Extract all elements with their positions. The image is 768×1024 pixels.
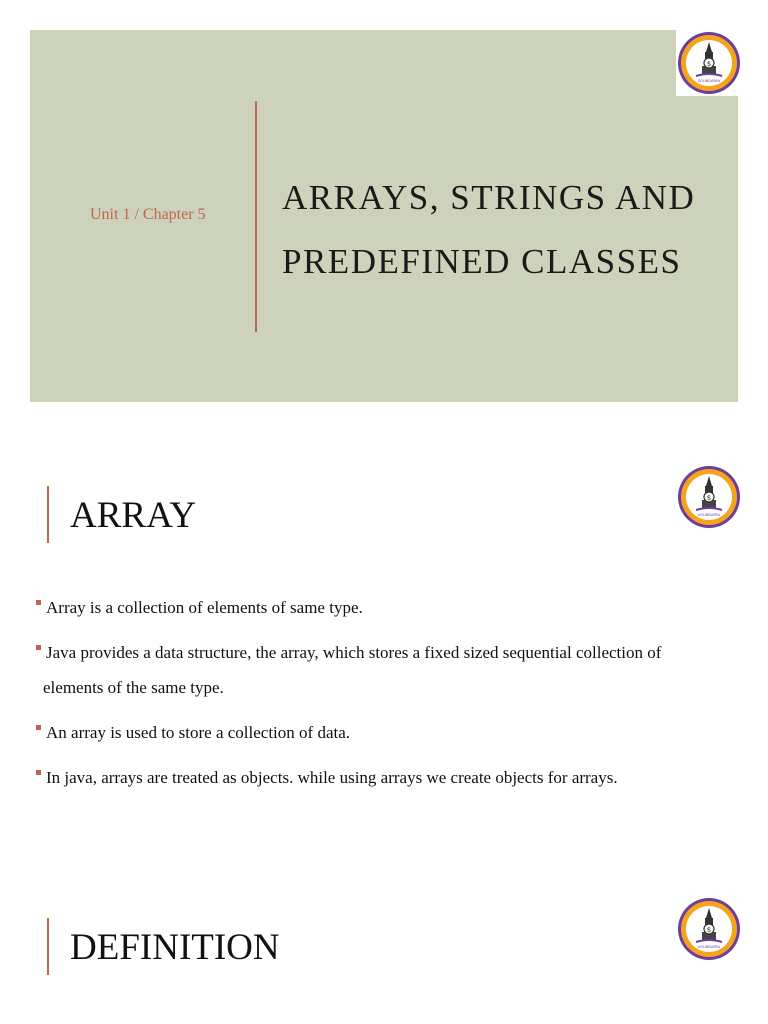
list-item: Array is a collection of elements of same type. bbox=[36, 590, 756, 625]
slide-title-line-2: PREDEFINED CLASSES bbox=[282, 242, 682, 281]
svg-text:$: $ bbox=[706, 60, 712, 68]
definition-section-heading: DEFINITION bbox=[70, 927, 280, 968]
list-item: Java provides a data structure, the array, which stores a fixed sized sequential collection of elements of the same type. bbox=[36, 635, 756, 705]
institution-logo-icon bbox=[676, 464, 742, 530]
svg-text:$: $ bbox=[706, 926, 712, 934]
array-section-accent-bar bbox=[47, 486, 49, 543]
unit-chapter-label: Unit 1 / Chapter 5 bbox=[90, 206, 206, 223]
svg-text:$: $ bbox=[706, 494, 712, 502]
bullet-icon bbox=[36, 770, 41, 775]
institution-logo-icon bbox=[676, 896, 742, 962]
list-item: In java, arrays are treated as objects. while using arrays we create objects for arrays. bbox=[36, 760, 756, 795]
array-bullet-list bbox=[36, 590, 756, 805]
bullet-icon bbox=[36, 725, 41, 730]
institution-logo-icon bbox=[676, 30, 742, 96]
slide-title-line-1: ARRAYS, STRINGS AND bbox=[282, 178, 696, 217]
logo-text: SOUNDARYA bbox=[697, 945, 721, 949]
logo-text: SOUNDARYA bbox=[697, 79, 721, 83]
bullet-icon bbox=[36, 600, 41, 605]
logo-text: SOUNDARYA bbox=[697, 513, 721, 517]
list-item: An array is used to store a collection of data. bbox=[36, 715, 756, 750]
array-section-heading: ARRAY bbox=[70, 495, 197, 536]
title-divider bbox=[255, 101, 257, 332]
bullet-icon bbox=[36, 645, 41, 650]
slide-title bbox=[282, 166, 722, 294]
definition-section-accent-bar bbox=[47, 918, 49, 975]
